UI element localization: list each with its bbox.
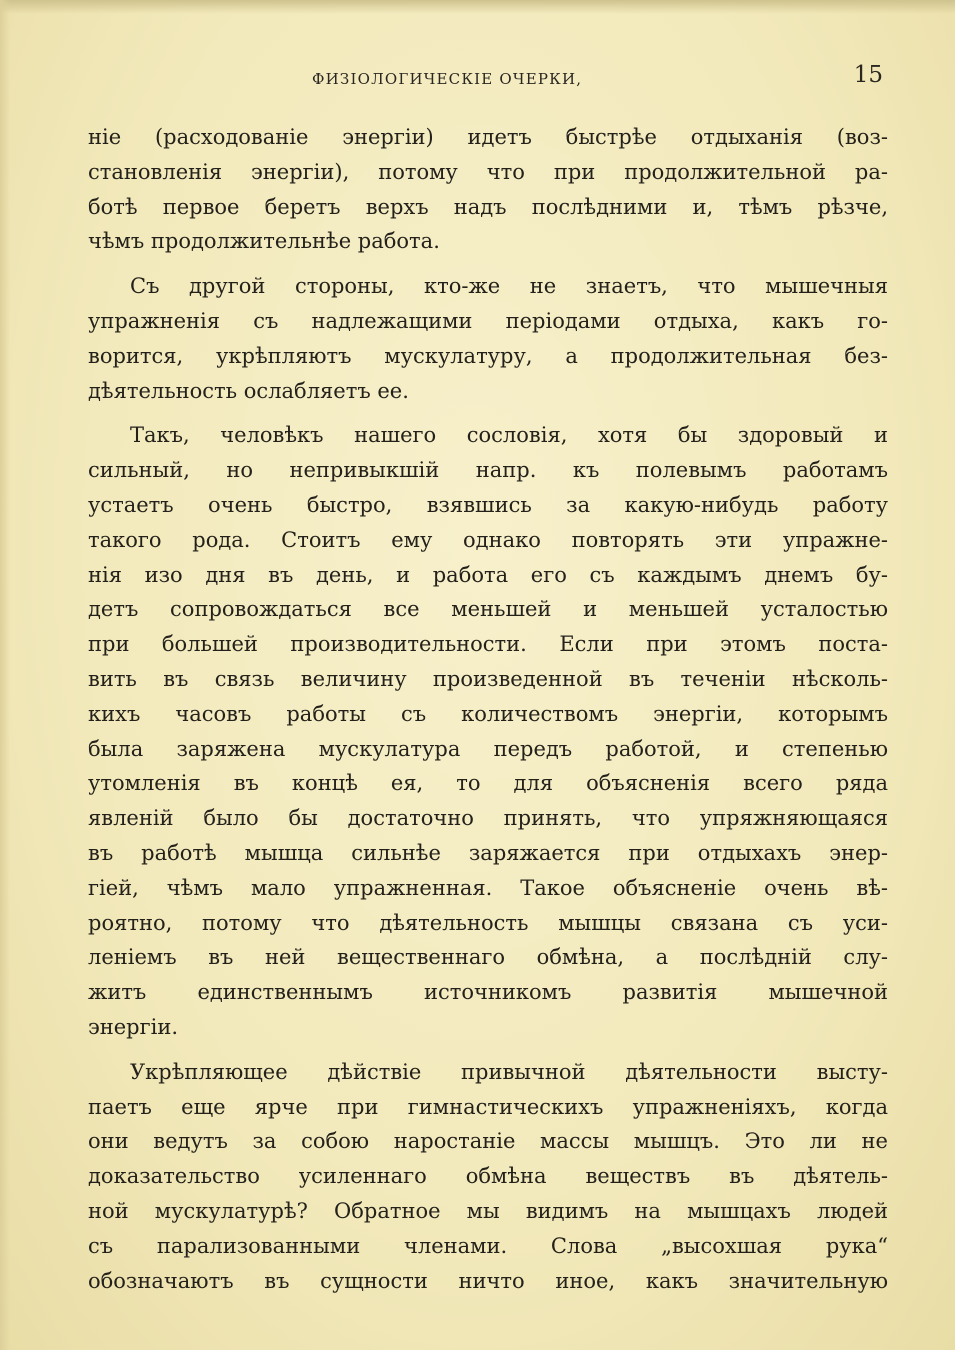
text-line: Съ другой стороны, кто-же не знаетъ, что мышечныя xyxy=(130,274,888,299)
paragraph-gap xyxy=(88,259,888,269)
text-line: гіей, чѣмъ мало упражненная. Такое объясненіе очень вѣ- xyxy=(88,875,888,900)
text-line: упражненія съ надлежащими періодами отдыха, какъ го- xyxy=(88,308,888,333)
text-line: сильный, но непривыкшій напр. къ полевымъ работамъ xyxy=(88,458,888,483)
text-line: становленія энергіи), потому что при продолжительной ра- xyxy=(88,159,888,184)
paragraph-4 xyxy=(88,1055,888,1299)
text-line: обозначаютъ въ сущности ничто иное, какъ значительную xyxy=(88,1268,888,1293)
text-line: была заряжена мускулатура передъ работой, и степенью xyxy=(88,736,888,761)
text-line: кихъ часовъ работы съ количествомъ энергіи, которымъ xyxy=(88,701,888,726)
text-line: при большей производительности. Если при этомъ поста- xyxy=(88,632,888,657)
paragraph-2 xyxy=(88,269,888,408)
text-line: доказательство усиленнаго обмѣна веществъ въ дѣятель- xyxy=(88,1164,888,1189)
text-line: энергіи. xyxy=(88,1014,179,1039)
text-line: въ работѣ мышца сильнѣе заряжается при отдыхахъ энер- xyxy=(88,840,888,865)
paragraph-1 xyxy=(88,120,888,259)
text-line: вить въ связь величину произведенной въ теченіи нѣсколь- xyxy=(88,666,888,691)
text-line: съ парализованными членами. Слова „высохшая рука“ xyxy=(88,1233,888,1258)
body-text xyxy=(88,120,888,1298)
text-line: такого рода. Стоитъ ему однако повторять эти упражне- xyxy=(88,527,888,552)
text-line: Такъ, человѣкъ нашего сословія, хотя бы здоровый и xyxy=(130,423,888,448)
text-line: они ведутъ за собою наростаніе массы мышцъ. Это ли не xyxy=(88,1129,888,1154)
text-line: роятно, потому что дѣятельность мышцы связана съ уси- xyxy=(88,910,888,935)
text-line: устаетъ очень быстро, взявшись за какую-нибудь работу xyxy=(88,492,888,517)
paragraph-gap xyxy=(88,1045,888,1055)
text-line: леніемъ въ ней вещественнаго обмѣна, а послѣдній слу- xyxy=(88,945,888,970)
page-number: 15 xyxy=(853,62,883,88)
paragraph-3 xyxy=(88,418,888,1044)
text-line: ной мускулатурѣ? Обратное мы видимъ на мышцахъ людей xyxy=(88,1198,888,1223)
running-title: ФИЗІОЛОГИЧЕСКІЕ ОЧЕРКИ, xyxy=(312,70,583,88)
text-line: утомленія въ концѣ ея, то для объясненія всего ряда xyxy=(88,771,888,796)
text-line: дѣятельность ослабляетъ ее. xyxy=(88,378,409,403)
text-line: детъ сопровождаться все меньшей и меньшей усталостью xyxy=(88,597,888,622)
text-line: ворится, укрѣпляютъ мускулатуру, а продолжительная без- xyxy=(88,343,888,368)
text-line: ніе (расходованіе энергіи) идетъ быстрѣе отдыханія (воз- xyxy=(88,125,888,149)
text-line: чѣмъ продолжительнѣе работа. xyxy=(88,229,440,254)
text-line: нія изо дня въ день, и работа его съ каждымъ днемъ бу- xyxy=(88,562,888,587)
page-top-shadow xyxy=(0,0,955,14)
text-line: житъ единственнымъ источникомъ развитія мышечной xyxy=(88,980,888,1005)
text-line: Укрѣпляющее дѣйствіе привычной дѣятельности высту- xyxy=(130,1059,888,1084)
paragraph-gap xyxy=(88,408,888,418)
text-line: ботѣ первое беретъ верхъ надъ послѣдними и, тѣмъ рѣзче, xyxy=(88,194,888,219)
text-line: явленій было бы достаточно принять, что упряжняющаяся xyxy=(88,806,888,831)
text-line: паетъ еще ярче при гимнастическихъ упражненіяхъ, когда xyxy=(88,1094,888,1119)
page-gutter-shadow xyxy=(0,0,10,1350)
